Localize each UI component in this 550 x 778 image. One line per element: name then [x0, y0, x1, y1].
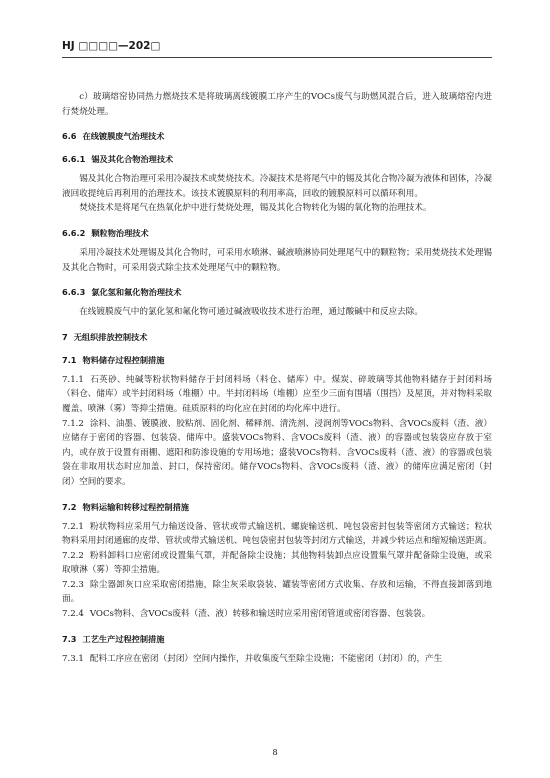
numbered-paragraph	[62, 520, 492, 549]
clause-text: 配料工序应在密闭（封闭）空间内操作，并收集废气至除尘设施；不能密闭（封闭）的，产生	[89, 653, 443, 664]
clause-number: 7.2.1	[62, 521, 84, 532]
clause-text: 除尘器卸灰口应采取密闭措施，除尘灰采取袋装、罐装等密闭方式收集、存放和运输，不得直接卸落到地面。	[62, 579, 492, 605]
numbered-paragraph	[62, 373, 492, 417]
clause-number: 7.2.4	[62, 609, 84, 620]
section-title: 无组织排放控制技术	[73, 331, 148, 342]
clause-text: 粉状物料应采用气力输送设备、管状或带式输送机、螺旋输送机、吨包袋密封包装等密闭方式输送；粒状物料采用封闭通廊的皮带、管状或带式输送机、吨包袋密封包装等封闭方式输送，并减少转运点和缩短输送距离。	[62, 521, 492, 547]
clause-number: 7.2.3	[62, 579, 84, 590]
numbered-paragraph	[62, 549, 492, 578]
section-title: 颗粒物治理技术	[91, 227, 149, 238]
section-title: 工艺生产过程控制措施	[82, 633, 165, 644]
numbered-paragraph	[62, 578, 492, 607]
clause-number: 7.2.2	[62, 550, 84, 561]
numbered-paragraph	[62, 417, 492, 490]
section-number: 6.6	[62, 131, 77, 142]
section-title: 氯化氢和氟化物治理技术	[91, 287, 182, 298]
document-body	[62, 90, 492, 666]
section-heading	[62, 286, 492, 298]
section-title: 锡及其化合物治理技术	[91, 154, 174, 165]
section-heading	[62, 153, 492, 165]
section-number: 7.2	[62, 501, 77, 512]
paragraph: 在线镀膜废气中的氯化氢和氟化物可通过碱液吸收技术进行治理，通过酸碱中和反应去除。	[79, 307, 423, 318]
paragraph: 焚烧技术是将尾气在热氧化炉中进行焚烧处理，锡及其化合物转化为锡的氧化物的治理技术。	[79, 203, 432, 214]
clause-text: VOCs物料、含VOCs废料（渣、液）转移和输送时应采用密闭管道或密闭容器、包装袋。	[89, 609, 431, 620]
section-heading	[62, 501, 492, 513]
section-heading	[62, 633, 492, 645]
page-number: 8	[272, 748, 278, 757]
clause-number: 7.3.1	[62, 653, 84, 664]
section-heading	[62, 354, 492, 366]
numbered-paragraph	[62, 652, 492, 667]
paragraph: c）玻璃熔窑协同热力燃烧技术是将玻璃离线镀膜工序产生的VOCs废气与助燃风混合后，进入玻璃熔窑内进行焚烧处理。	[62, 92, 492, 117]
section-heading	[62, 227, 492, 239]
clause-text: 涂料、油墨、镀膜液、胶粘剂、固化剂、稀释剂、清洗剂、浸润剂等VOCs物料、含VOCs废料（渣、液）应储存于密闭的容器、包装袋、储库中。盛装VOCs物料、含VOCs废料（渣、液）的容器或包装袋应存放于室内，或存放于设置有雨棚、遮阳和防渗设施的专用场地；盛装VOCs物料、含VOCs废料（渣、液）的容器或包装袋在非取用状态时应加盖、封口，保持密闭。储存VOCs物料、含VOCs废料（渣、液）的储库应满足密闭（封闭）空间的要求。	[62, 418, 492, 487]
clause-text: 石英砂、纯碱等粉状物料储存于封闭料场（料仓、储库）中。煤炭、碎玻璃等其他物料储存于封闭料场（料仓、储库）或半封闭料场（堆棚）中。半封闭料场（堆棚）应至少三面有围墙（围挡）及屋顶，并对物料采取覆盖、喷淋（雾）等抑尘措施。硅质原料的均化应在封闭的均化库中进行。	[62, 374, 492, 414]
section-heading	[62, 331, 492, 343]
paragraph: 采用冷凝技术处理锡及其化合物时，可采用水喷淋、碱液喷淋协同处理尾气中的颗粒物；采用焚烧技术处理锡及其化合物时，可采用袋式除尘技术处理尾气中的颗粒物。	[62, 247, 492, 273]
clause-text: 粉料卸料口应密闭或设置集气罩，并配备除尘设施；其他物料装卸点应设置集气罩并配备除尘设施，或采取喷淋（雾）等抑尘措施。	[62, 550, 492, 576]
section-title: 物料运输和转移过程控制措施	[82, 501, 189, 512]
section-number: 6.6.3	[62, 287, 86, 298]
section-title: 物料储存过程控制措施	[82, 354, 165, 365]
document-header: HJ □□□□—202□	[62, 40, 492, 58]
section-number: 7.1	[62, 354, 77, 365]
paragraph: 锡及其化合物治理可采用冷凝技术或焚烧技术。冷凝技术是将尾气中的锡及其化合物冷凝为液体和固体，冷凝液回收提纯后再利用的治理技术。该技术镀膜原料的利用率高，回收的镀膜原料可以循环利用。	[62, 174, 492, 199]
section-number: 7	[62, 331, 68, 342]
clause-number: 7.1.2	[62, 418, 84, 429]
section-number: 6.6.2	[62, 227, 86, 238]
clause-number: 7.1.1	[62, 374, 84, 385]
section-number: 6.6.1	[62, 154, 86, 165]
section-heading	[62, 130, 492, 142]
section-title: 在线镀膜废气治理技术	[82, 131, 165, 142]
section-number: 7.3	[62, 633, 77, 644]
numbered-paragraph	[62, 607, 492, 622]
